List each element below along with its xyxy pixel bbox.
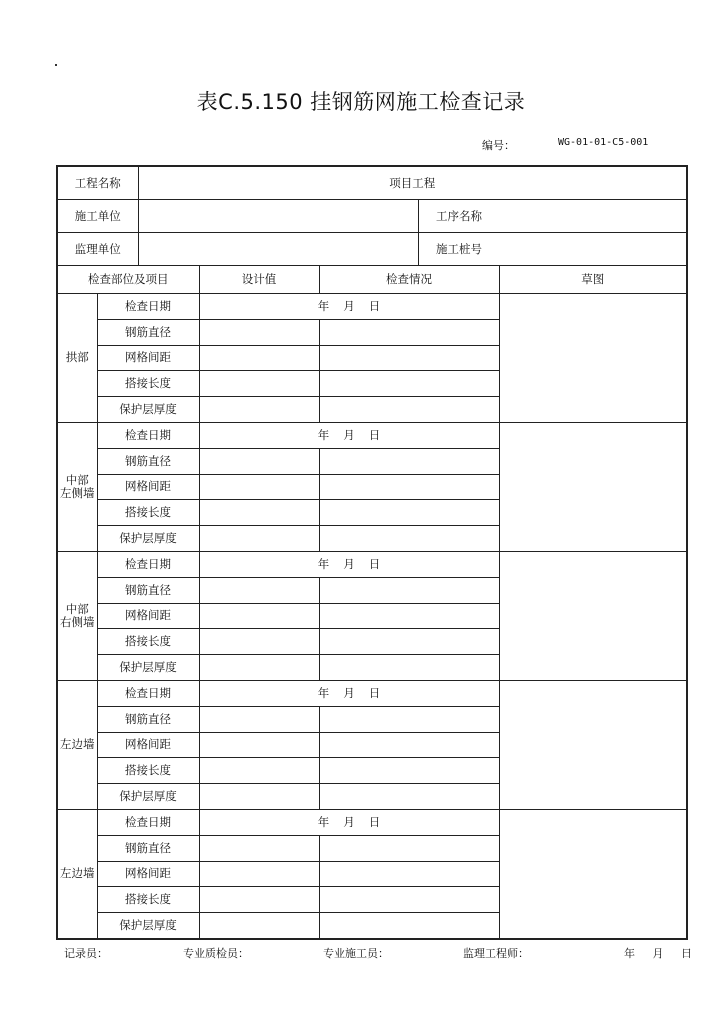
inspection-field[interactable] bbox=[319, 319, 499, 345]
col-design-value: 设计值 bbox=[199, 266, 319, 294]
group-label: 左边墙 bbox=[57, 680, 97, 809]
code-value: WG-01-01-C5-001 bbox=[558, 137, 649, 148]
item-label: 检查日期 bbox=[97, 809, 199, 835]
date-month: 月 bbox=[343, 427, 355, 442]
page-title: 表C.5.150 挂钢筋网施工检查记录 bbox=[196, 90, 526, 114]
inspection-field[interactable] bbox=[319, 629, 499, 655]
inspection-field[interactable] bbox=[319, 500, 499, 526]
recorder-label: 记录员： bbox=[64, 947, 108, 960]
design-value-field[interactable] bbox=[199, 784, 319, 810]
design-value-field[interactable] bbox=[199, 345, 319, 371]
inspection-field[interactable] bbox=[319, 758, 499, 784]
project-name-value[interactable]: 项目工程 bbox=[138, 166, 687, 200]
supervisor-label: 监理工程师： bbox=[463, 947, 529, 960]
item-label: 网格间距 bbox=[97, 732, 199, 758]
design-value-field[interactable] bbox=[199, 577, 319, 603]
footer-month: 月 bbox=[652, 947, 664, 960]
item-row bbox=[57, 551, 687, 577]
construction-unit-label: 施工单位 bbox=[57, 200, 138, 233]
inspection-field[interactable] bbox=[319, 887, 499, 913]
item-label: 检查日期 bbox=[97, 680, 199, 706]
footer-day: 日 bbox=[681, 947, 692, 960]
design-value-field[interactable] bbox=[199, 500, 319, 526]
item-row bbox=[57, 680, 687, 706]
inspection-date-field[interactable] bbox=[199, 551, 499, 577]
design-value-field[interactable] bbox=[199, 913, 319, 939]
inspection-form-table bbox=[56, 165, 688, 940]
date-day: 日 bbox=[368, 298, 381, 313]
item-label: 钢筋直径 bbox=[97, 319, 199, 345]
group-label: 中部 左侧墙 bbox=[57, 422, 97, 551]
inspection-field[interactable] bbox=[319, 732, 499, 758]
inspection-field[interactable] bbox=[319, 371, 499, 397]
corner-mark bbox=[55, 64, 57, 66]
construction-unit-row bbox=[57, 200, 687, 233]
item-label: 钢筋直径 bbox=[97, 835, 199, 861]
constructor-label: 专业施工员： bbox=[323, 947, 389, 960]
column-header-row bbox=[57, 266, 687, 294]
design-value-field[interactable] bbox=[199, 603, 319, 629]
item-label: 网格间距 bbox=[97, 861, 199, 887]
item-label: 保护层厚度 bbox=[97, 913, 199, 939]
date-month: 月 bbox=[343, 685, 355, 700]
inspection-field[interactable] bbox=[319, 784, 499, 810]
group-label: 左边墙 bbox=[57, 809, 97, 938]
inspection-date-field[interactable] bbox=[199, 809, 499, 835]
design-value-field[interactable] bbox=[199, 397, 319, 423]
design-value-field[interactable] bbox=[199, 526, 319, 552]
stake-no-value[interactable] bbox=[500, 233, 687, 265]
item-label: 保护层厚度 bbox=[97, 526, 199, 552]
inspection-field[interactable] bbox=[319, 474, 499, 500]
group-label: 拱部 bbox=[57, 294, 97, 423]
design-value-field[interactable] bbox=[199, 887, 319, 913]
item-row bbox=[57, 294, 687, 320]
item-row bbox=[57, 809, 687, 835]
item-label: 钢筋直径 bbox=[97, 448, 199, 474]
date-year: 年 bbox=[317, 685, 330, 700]
col-inspection: 检查情况 bbox=[319, 266, 499, 294]
project-name-row bbox=[57, 166, 687, 200]
footer-year: 年 bbox=[624, 947, 635, 960]
sketch-area[interactable] bbox=[499, 809, 687, 938]
inspection-date-field[interactable] bbox=[199, 422, 499, 448]
item-label: 检查日期 bbox=[97, 422, 199, 448]
design-value-field[interactable] bbox=[199, 758, 319, 784]
supervision-unit-row bbox=[57, 233, 687, 266]
item-label: 钢筋直径 bbox=[97, 706, 199, 732]
design-value-field[interactable] bbox=[199, 629, 319, 655]
sketch-area[interactable] bbox=[499, 551, 687, 680]
item-label: 检查日期 bbox=[97, 551, 199, 577]
inspection-field[interactable] bbox=[319, 861, 499, 887]
col-sketch: 草图 bbox=[499, 266, 687, 294]
date-year: 年 bbox=[317, 427, 330, 442]
stake-no-label: 施工桩号 bbox=[418, 233, 500, 265]
design-value-field[interactable] bbox=[199, 371, 319, 397]
project-name-label: 工程名称 bbox=[57, 166, 138, 200]
date-day: 日 bbox=[368, 556, 381, 571]
item-label: 保护层厚度 bbox=[97, 655, 199, 681]
item-label: 搭接长度 bbox=[97, 887, 199, 913]
date-year: 年 bbox=[317, 298, 330, 313]
footer-date bbox=[624, 945, 692, 961]
process-name-label: 工序名称 bbox=[418, 200, 500, 232]
inspection-field[interactable] bbox=[319, 835, 499, 861]
inspection-field[interactable] bbox=[319, 345, 499, 371]
col-location-item: 检查部位及项目 bbox=[57, 266, 199, 294]
design-value-field[interactable] bbox=[199, 706, 319, 732]
inspection-field[interactable] bbox=[319, 913, 499, 939]
item-label: 搭接长度 bbox=[97, 629, 199, 655]
date-day: 日 bbox=[368, 814, 381, 829]
date-day: 日 bbox=[368, 427, 381, 442]
sketch-area[interactable] bbox=[499, 422, 687, 551]
inspection-field[interactable] bbox=[319, 526, 499, 552]
design-value-field[interactable] bbox=[199, 835, 319, 861]
item-label: 网格间距 bbox=[97, 474, 199, 500]
supervision-unit-label: 监理单位 bbox=[57, 233, 138, 266]
item-label: 网格间距 bbox=[97, 603, 199, 629]
item-label: 钢筋直径 bbox=[97, 577, 199, 603]
item-label: 网格间距 bbox=[97, 345, 199, 371]
date-day: 日 bbox=[368, 685, 381, 700]
design-value-field[interactable] bbox=[199, 861, 319, 887]
design-value-field[interactable] bbox=[199, 655, 319, 681]
item-label: 搭接长度 bbox=[97, 500, 199, 526]
date-month: 月 bbox=[343, 556, 355, 571]
group-label: 中部 右侧墙 bbox=[57, 551, 97, 680]
inspection-field[interactable] bbox=[319, 448, 499, 474]
quality-inspector-label: 专业质检员： bbox=[183, 947, 249, 960]
inspection-field[interactable] bbox=[319, 655, 499, 681]
inspection-field[interactable] bbox=[319, 603, 499, 629]
item-label: 搭接长度 bbox=[97, 758, 199, 784]
inspection-field[interactable] bbox=[319, 397, 499, 423]
process-name-cell bbox=[436, 200, 687, 233]
date-year: 年 bbox=[317, 556, 330, 571]
date-month: 月 bbox=[343, 298, 355, 313]
design-value-field[interactable] bbox=[199, 448, 319, 474]
date-year: 年 bbox=[317, 814, 330, 829]
inspection-field[interactable] bbox=[319, 706, 499, 732]
code-label: 编号： bbox=[482, 139, 515, 152]
inspection-date-field[interactable] bbox=[199, 294, 499, 320]
design-value-field[interactable] bbox=[199, 319, 319, 345]
item-label: 保护层厚度 bbox=[97, 784, 199, 810]
design-value-field[interactable] bbox=[199, 732, 319, 758]
date-month: 月 bbox=[343, 814, 355, 829]
item-label: 搭接长度 bbox=[97, 371, 199, 397]
process-name-value[interactable] bbox=[500, 200, 687, 232]
item-label: 保护层厚度 bbox=[97, 397, 199, 423]
sketch-area[interactable] bbox=[499, 680, 687, 809]
sketch-area[interactable] bbox=[499, 294, 687, 423]
design-value-field[interactable] bbox=[199, 474, 319, 500]
item-row bbox=[57, 422, 687, 448]
item-label: 检查日期 bbox=[97, 294, 199, 320]
stake-no-cell bbox=[436, 233, 687, 266]
inspection-date-field[interactable] bbox=[199, 680, 499, 706]
inspection-field[interactable] bbox=[319, 577, 499, 603]
